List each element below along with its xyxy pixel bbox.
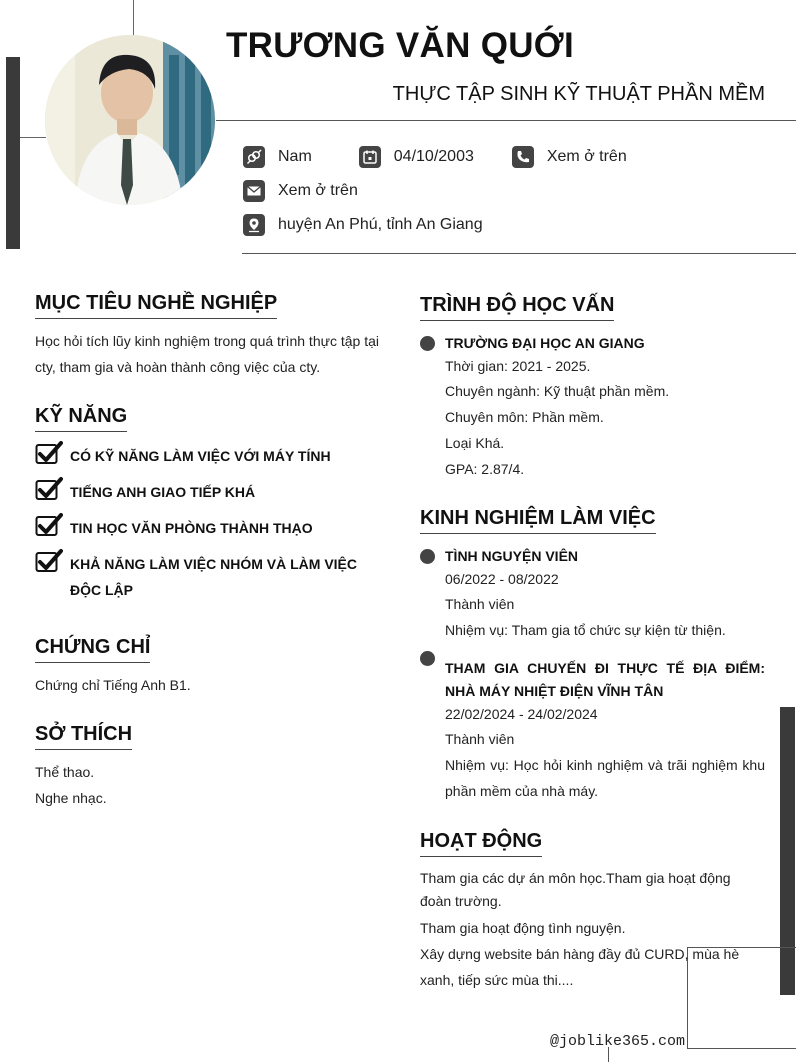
info-row: [243, 180, 358, 202]
info-row: [243, 214, 483, 236]
decorative-bar-left: [6, 57, 20, 249]
email-value: Xem ở trên: [278, 182, 358, 199]
list-item: Tham gia hoạt động tình nguyện.: [420, 920, 626, 936]
education-entry: [420, 332, 765, 482]
hobbies-title: SỞ THÍCH: [35, 723, 132, 750]
experience-date: 06/2022 - 08/2022: [445, 571, 559, 587]
decorative-line: [133, 0, 134, 36]
list-item: Thể thao.: [35, 764, 95, 780]
info-gender: [243, 146, 312, 168]
experience-role: Thành viên: [445, 596, 515, 612]
info-row: [243, 146, 627, 168]
experience-title: KINH NGHIỆM LÀM VIỆC: [420, 507, 656, 534]
education-line: GPA: 2.87/4.: [445, 461, 525, 477]
gender-icon: [243, 146, 265, 168]
bullet-dot: [420, 336, 435, 351]
experience-role: Thành viên: [445, 731, 515, 747]
skill-label: TIN HỌC VĂN PHÒNG THÀNH THẠO: [70, 520, 313, 536]
list-item: [35, 443, 385, 469]
certificates-title: CHỨNG CHỈ: [35, 636, 150, 663]
address-value: huyện An Phú, tỉnh An Giang: [278, 216, 483, 233]
objective-section: [35, 292, 385, 380]
experience-entry: [420, 545, 765, 643]
objective-title: MỤC TIÊU NGHỀ NGHIỆP: [35, 292, 277, 319]
skill-label: CÓ KỸ NĂNG LÀM VIỆC VỚI MÁY TÍNH: [70, 448, 331, 464]
education-line: Chuyên môn: Phần mềm.: [445, 409, 604, 425]
job-position: THỰC TẬP SINH KỸ THUẬT PHẦN MỀM: [392, 83, 765, 105]
info-birthday: [359, 146, 474, 168]
phone-icon: [512, 146, 534, 168]
list-item: [35, 479, 385, 505]
skills-section: [35, 405, 385, 613]
checkbox-icon: [35, 441, 63, 465]
checkbox-icon: [35, 477, 63, 501]
experience-task: Nhiệm vụ: Tham gia tổ chức sự kiện từ thiện.: [445, 622, 726, 638]
calendar-icon: [359, 146, 381, 168]
list-item: Tham gia các dự án môn học.Tham gia hoạt động đoàn trường.: [420, 870, 731, 909]
phone-value: Xem ở trên: [546, 148, 627, 165]
school-name: TRƯỜNG ĐẠI HỌC AN GIANG: [445, 335, 645, 351]
profile-photo: [45, 35, 215, 205]
birthday-value: 04/10/2003: [393, 148, 474, 165]
bullet-dot: [420, 651, 435, 666]
education-line: Loại Khá.: [445, 435, 505, 451]
experience-section: [420, 507, 765, 804]
skill-label: TIẾNG ANH GIAO TIẾP KHÁ: [70, 484, 256, 500]
gender-value: Nam: [278, 148, 312, 165]
education-line: Chuyên ngành: Kỹ thuật phần mềm.: [445, 383, 670, 399]
header-divider: [216, 120, 796, 121]
experience-title-text: TÌNH NGUYỆN VIÊN: [445, 548, 579, 564]
location-icon: [243, 214, 265, 236]
experience-date: 22/02/2024 - 24/02/2024: [445, 706, 598, 722]
objective-text: Học hỏi tích lũy kinh nghiệm trong quá trình thực tập tại cty, tham gia và hoàn thành công việc của cty.: [35, 333, 380, 375]
certificates-text: Chứng chỉ Tiếng Anh B1.: [35, 677, 191, 693]
info-address: [243, 214, 483, 236]
email-icon: [243, 180, 265, 202]
skill-label: KHẢ NĂNG LÀM VIỆC NHÓM VÀ LÀM VIỆC ĐỘC LẬP: [70, 556, 357, 598]
experience-entry: [420, 647, 765, 804]
activities-title: HOẠT ĐỘNG: [420, 830, 542, 857]
decorative-line: [20, 137, 46, 138]
skills-title: KỸ NĂNG: [35, 405, 127, 432]
experience-title-text: THAM GIA CHUYẾN ĐI THỰC TẾ ĐỊA ĐIỂM: NHÀ MÁY NHIỆT ĐIỆN VĨNH TÂN: [445, 660, 765, 699]
hobbies-section: [35, 723, 385, 811]
experience-task: Nhiệm vụ: Học hỏi kinh nghiệm và trãi nghiệm khu phần mềm của nhà máy.: [445, 757, 765, 799]
education-line: Thời gian: 2021 - 2025.: [445, 358, 591, 374]
info-phone: [512, 146, 627, 168]
skills-list: [35, 443, 385, 603]
info-divider: [242, 253, 796, 254]
hobbies-list: [35, 759, 385, 811]
bullet-dot: [420, 549, 435, 564]
list-item: Nghe nhạc.: [35, 790, 107, 806]
activities-section: [420, 830, 765, 993]
education-section: [420, 294, 765, 482]
info-email: [243, 180, 358, 202]
list-item: [35, 515, 385, 541]
watermark-text: @joblike365.com: [550, 1033, 686, 1050]
checkbox-icon: [35, 513, 63, 537]
education-title: TRÌNH ĐỘ HỌC VẤN: [420, 294, 614, 321]
certificates-section: [35, 636, 385, 698]
candidate-name: TRƯƠNG VĂN QUỚI: [226, 26, 574, 65]
list-item: [35, 551, 385, 603]
checkbox-icon: [35, 549, 63, 573]
activities-list: [420, 867, 765, 993]
list-item: Xây dựng website bán hàng đầy đủ CURD, mùa hè xanh, tiếp sức mùa thi....: [420, 946, 740, 988]
